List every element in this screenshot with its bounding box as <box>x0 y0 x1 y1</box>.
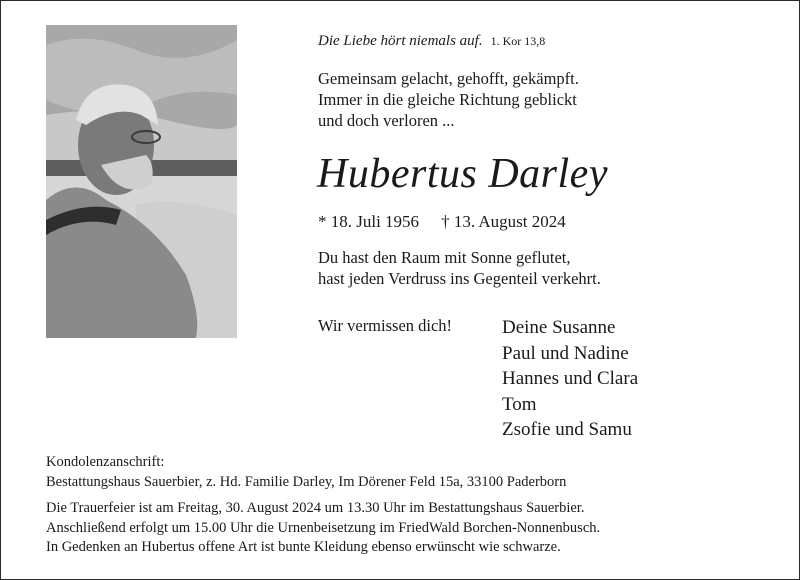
family-member: Hannes und Clara <box>502 368 639 389</box>
family-member: Deine Susanne <box>502 317 616 338</box>
verse-text: Gemeinsam gelacht, gehofft, gekämpft. Immer in die gleiche Richtung geblickt und doch verloren ... <box>318 69 579 130</box>
portrait-photo <box>46 25 237 338</box>
we-miss-you-text: Wir vermissen dich! <box>318 316 453 335</box>
family-list <box>502 315 638 443</box>
condolence-label: Kondolenzanschrift: <box>46 454 165 470</box>
footer-info <box>46 453 600 558</box>
quote-reference: 1. Kor 13,8 <box>490 34 546 48</box>
birth-date: * 18. Juli 1956 <box>318 212 420 231</box>
death-date: † 13. August 2024 <box>441 212 566 231</box>
bible-quote <box>318 33 545 50</box>
family-member: Tom <box>502 393 537 415</box>
quote-text: Die Liebe hört niemals auf. <box>318 33 483 49</box>
family-member: Zsofie und Samu <box>502 419 632 440</box>
life-dates <box>318 212 566 232</box>
tribute-text: Du hast den Raum mit Sonne geflutet, hast jeden Verdruss ins Gegenteil verkehrt. <box>318 248 601 288</box>
deceased-name: Hubertus Darley <box>317 151 608 197</box>
burial-info: Anschließend erfolgt um 15.00 Uhr die Urnenbeisetzung im FriedWald Borchen-Nonnenbusch. <box>46 519 601 536</box>
ceremony-info: Die Trauerfeier ist am Freitag, 30. August 2024 um 13.30 Uhr im Bestattungshaus Sauerbier. <box>46 500 585 516</box>
dress-code-info: In Gedenken an Hubertus offene Art ist bunte Kleidung ebenso erwünscht wie schwarze. <box>46 539 561 555</box>
condolence-address: Bestattungshaus Sauerbier, z. Hd. Familie Darley, Im Dörener Feld 15a, 33100 Paderborn <box>46 473 567 490</box>
family-member: Paul und Nadine <box>502 342 629 364</box>
